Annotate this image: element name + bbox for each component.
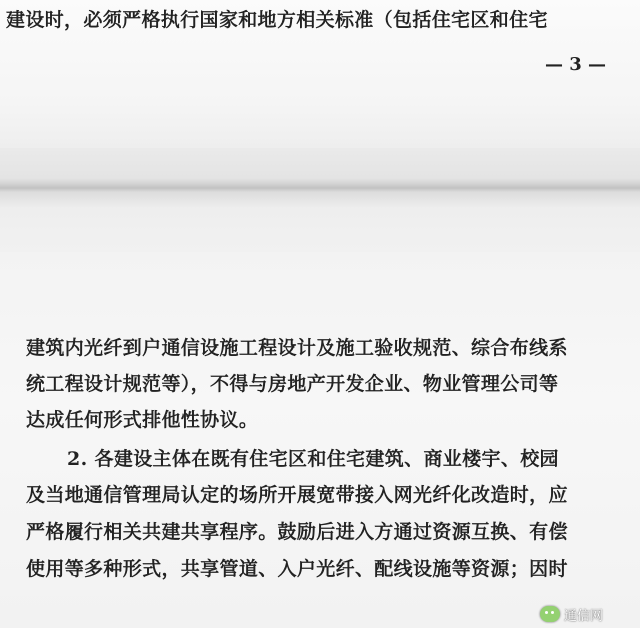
watermark-text: 通信网 xyxy=(564,608,604,624)
paragraph-line-5: 及当地通信管理局认定的场所开展宽带接入网光纤化改造时，应 xyxy=(26,484,568,506)
paragraph-line-7: 使用等多种形式，共享管道、入户光纤、配线设施等资源；因时 xyxy=(26,558,568,580)
paragraph-line-3: 达成任何形式排他性协议。 xyxy=(26,409,259,431)
wechat-icon xyxy=(540,606,560,622)
paragraph-line-2: 统工程设计规范等），不得与房地产开发企业、物业管理公司等 xyxy=(26,373,559,395)
paragraph-line-4: 2. 各建设主体在既有住宅区和住宅建筑、商业楼宇、校园 xyxy=(67,448,559,470)
page-number: — 3 — xyxy=(545,54,607,75)
paragraph-line-6: 严格履行相关共建共享程序。鼓励后进入方通过资源互换、有偿 xyxy=(26,521,568,543)
source-watermark xyxy=(540,600,640,628)
top-page-text-line: 建设时，必须严格执行国家和地方相关标准（包括住宅区和住宅 xyxy=(6,9,548,31)
paragraph-line-1: 建筑内光纤到户通信设施工程设计及施工验收规范、综合布线系 xyxy=(26,337,568,359)
page-break xyxy=(0,148,640,252)
